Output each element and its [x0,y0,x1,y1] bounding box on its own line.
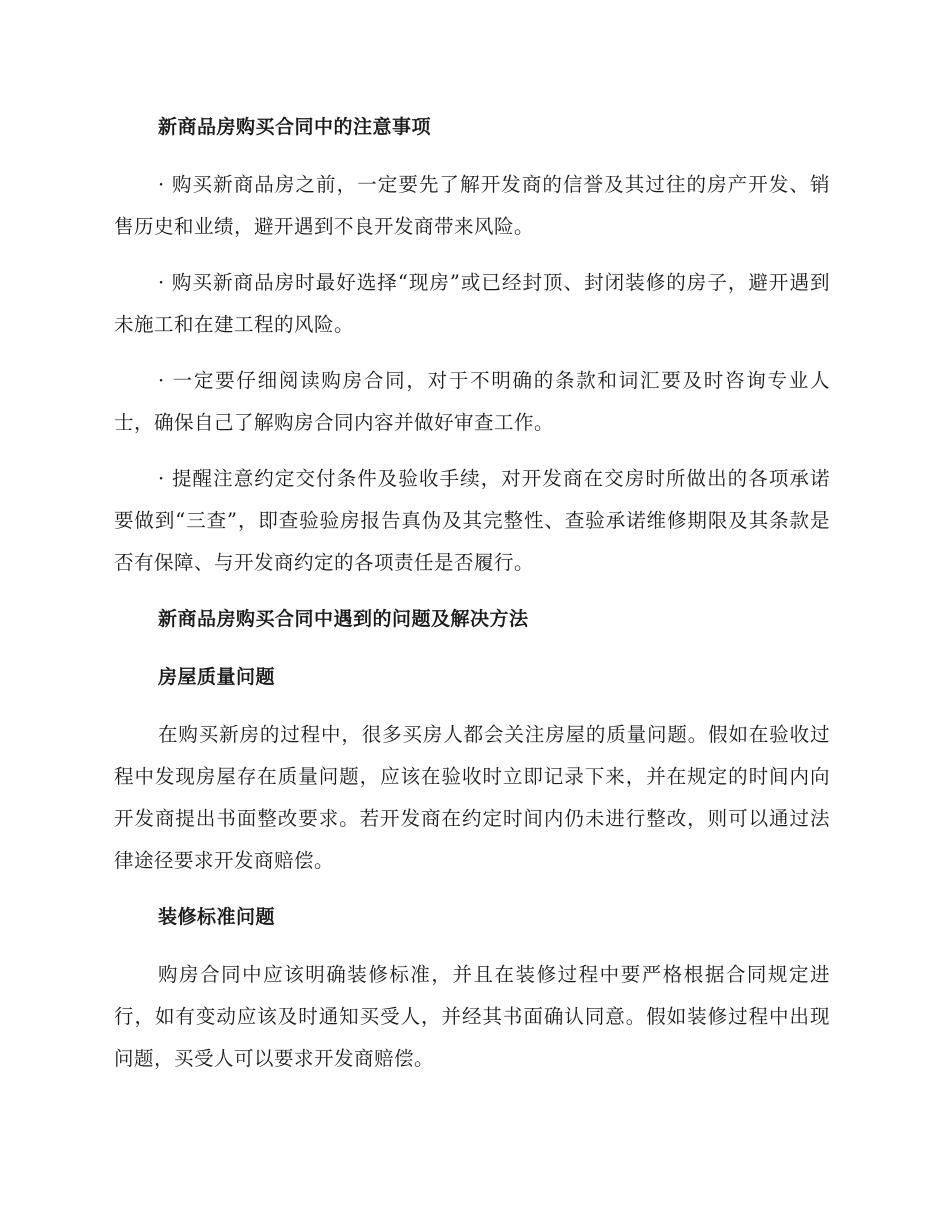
bullet-developer-reputation: · 购买新商品房之前，一定要先了解开发商的信誉及其过往的房产开发、销售历史和业绩，避开遇到不良开发商带来风险。 [114,173,830,238]
section-heading-problems: 新商品房购买合同中遇到的问题及解决方法 [158,608,529,630]
bullet-ready-house: · 购买新商品房时最好选择“现房”或已经封顶、封闭装修的房子，避开遇到未施工和在建工程的风险。 [114,271,830,336]
document-body [114,106,830,1094]
subheading-house-quality: 房屋质量问题 [158,666,276,688]
paragraph-house-quality: 在购买新房的过程中，很多买房人都会关注房屋的质量问题。假如在验收过程中发现房屋存在质量问题，应该在验收时立即记录下来，并在规定的时间内向开发商提出书面整改要求。若开发商在约定时间内仍未进行整改，则可以通过法律途径要求开发商赔偿。 [114,723,830,872]
subheading-decoration-standard: 装修标准问题 [158,906,276,928]
bullet-read-contract: · 一定要仔细阅读购房合同，对于不明确的条款和词汇要及时咨询专业人士，确保自己了解购房合同内容并做好审查工作。 [114,369,830,434]
section-heading-precautions: 新商品房购买合同中的注意事项 [158,116,432,138]
paragraph-decoration-standard: 购房合同中应该明确装修标准，并且在装修过程中要严格根据合同规定进行，如有变动应该及时通知买受人，并经其书面确认同意。假如装修过程中出现问题，买受人可以要求开发商赔偿。 [114,963,830,1070]
bullet-delivery-acceptance: · 提醒注意约定交付条件及验收手续，对开发商在交房时所做出的各项承诺要做到“三查”，即查验验房报告真伪及其完整性、查验承诺维修期限及其条款是否有保障、与开发商约定的各项责任是否履行。 [114,467,830,574]
